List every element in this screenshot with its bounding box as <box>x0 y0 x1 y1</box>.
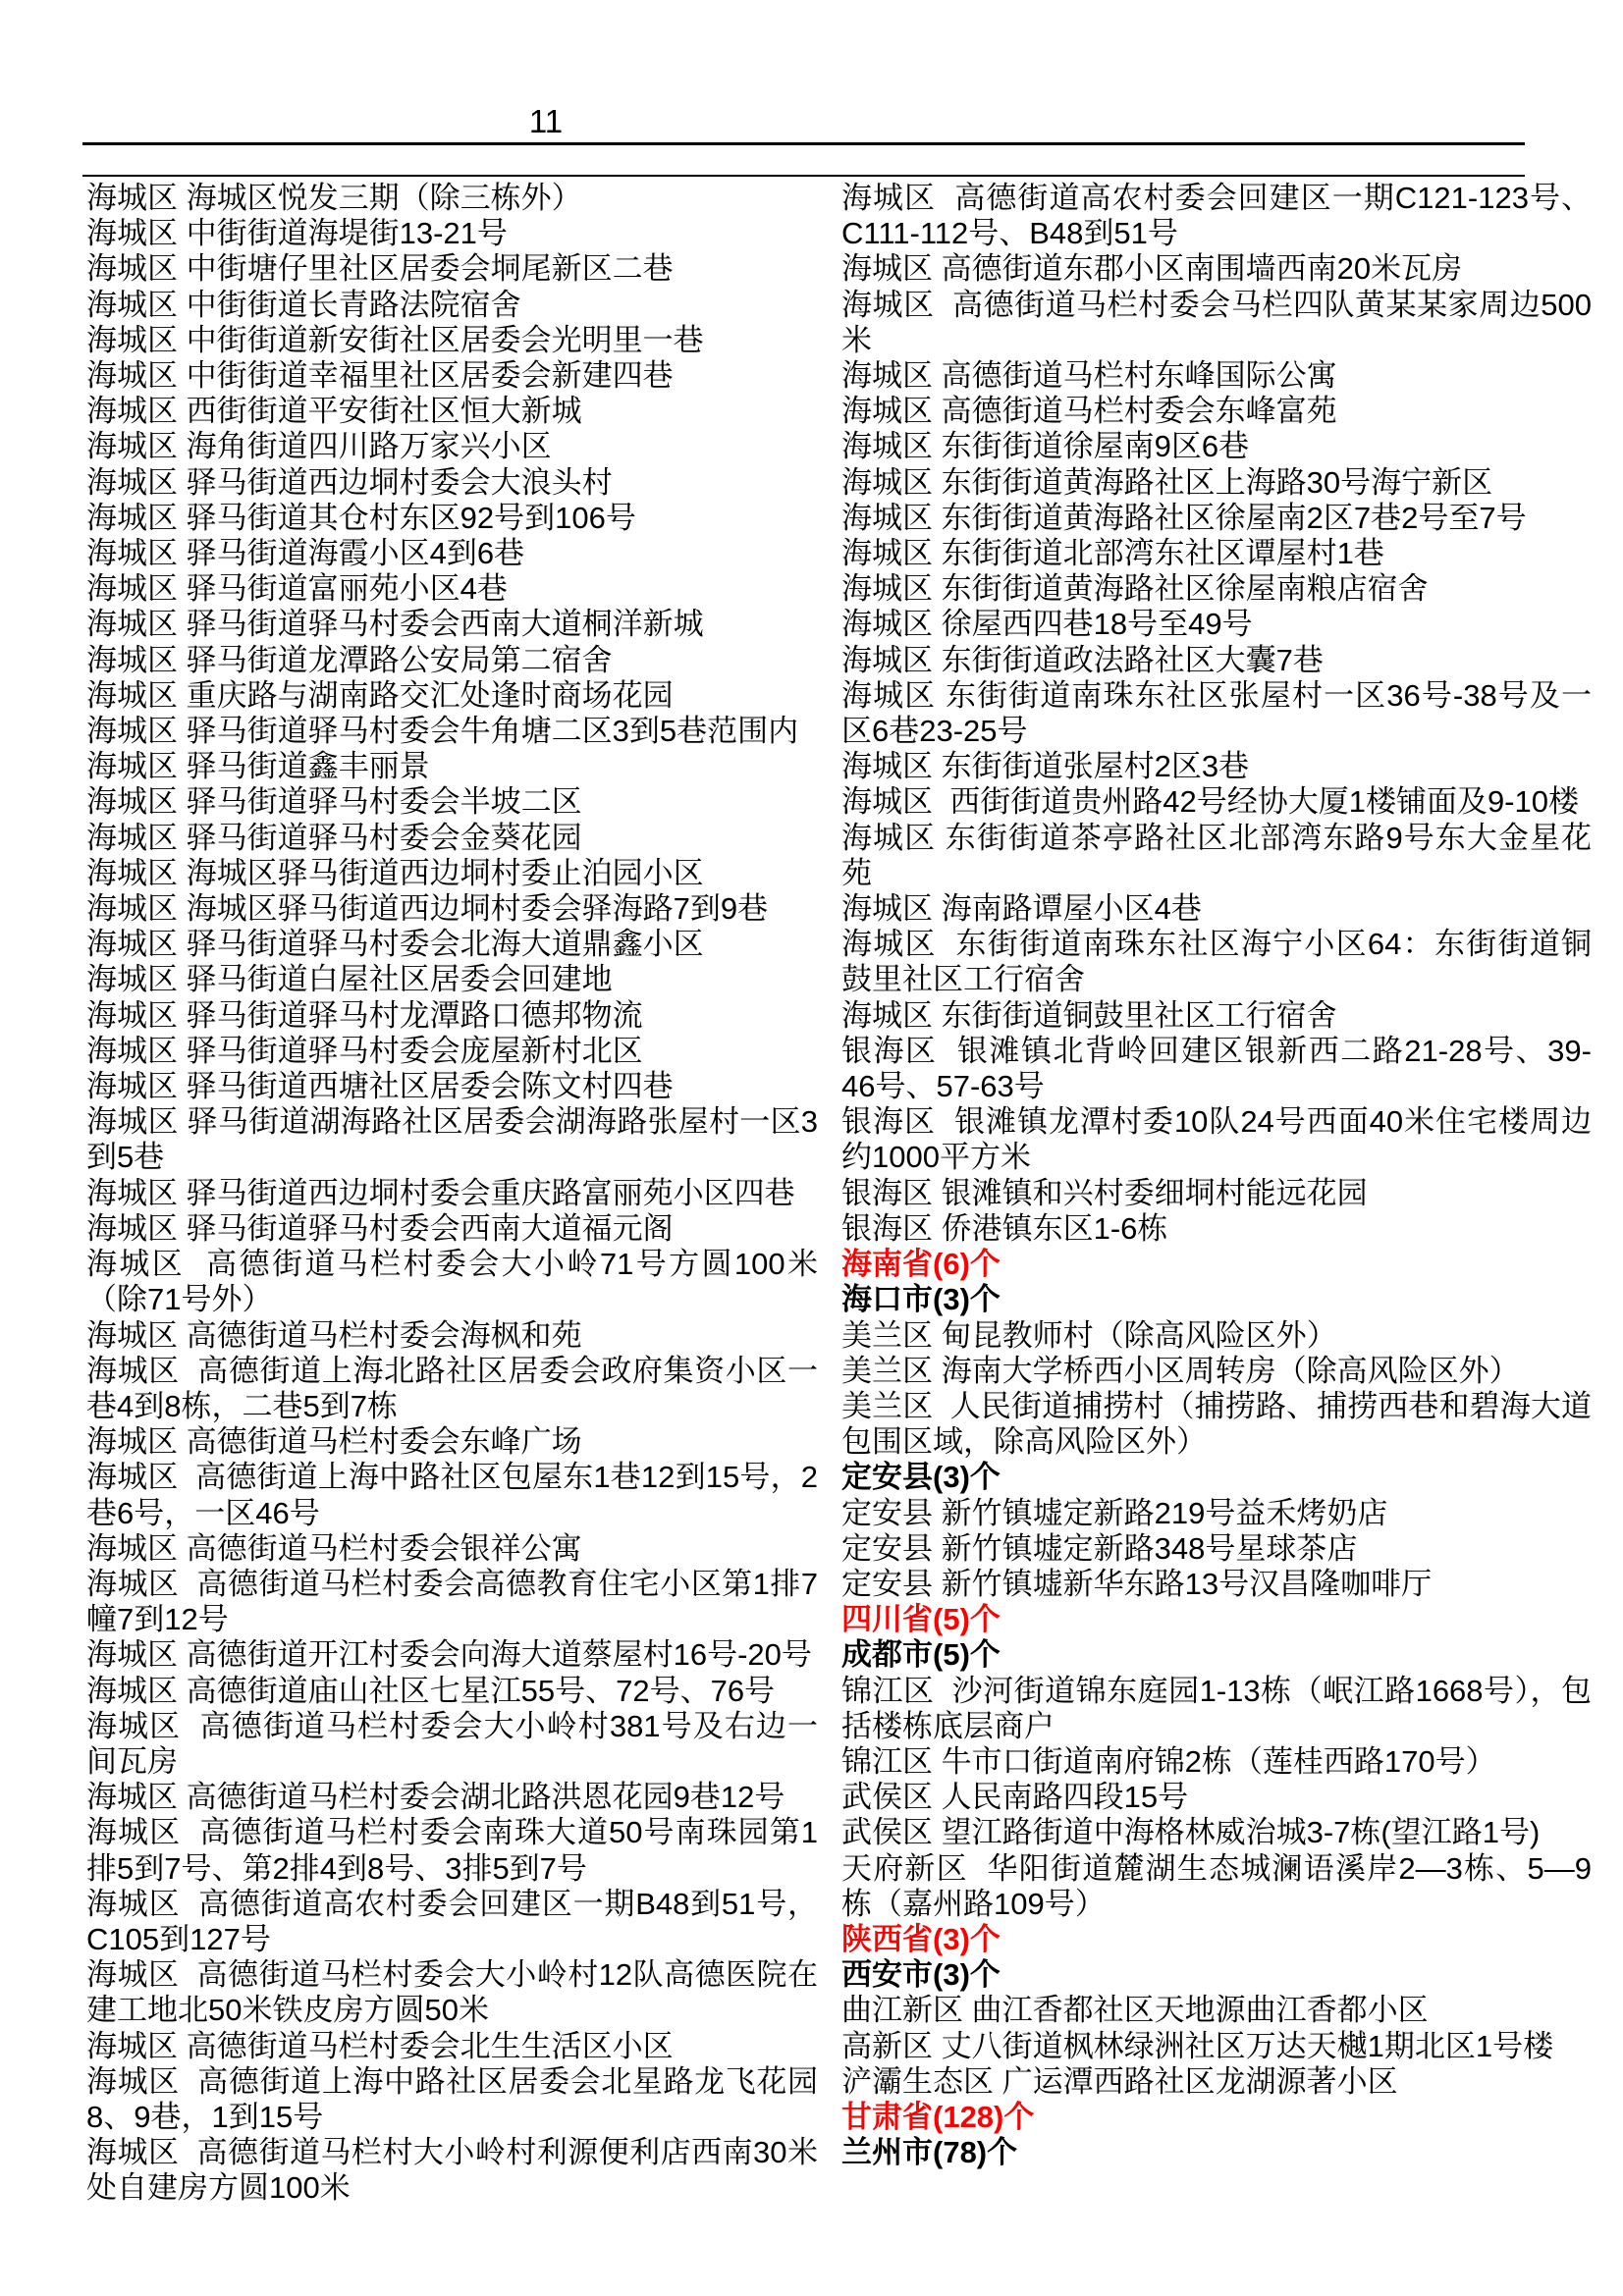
address-entry: 海城区 海城区驿马街道西边垌村委止泊园小区 <box>86 855 704 890</box>
address-entry: 定安县 新竹镇墟定新路219号益禾烤奶店 <box>841 1495 1388 1530</box>
address-entry: 海城区 高德街道马栏村大小岭村利源便利店西南30米处自建房方圆100米 <box>86 2135 818 2206</box>
city-header: 兰州市(78)个 <box>841 2135 1018 2170</box>
city-header: 海口市(3)个 <box>841 1282 1001 1317</box>
address-entry: 天府新区 华阳街道麓湖生态城澜语溪岸2—3栋、5—9栋（嘉州路109号） <box>841 1850 1592 1921</box>
address-entry: 海城区 高德街道开江村委会向海大道蔡屋村16号-20号 <box>86 1637 812 1673</box>
address-entry: 银海区 侨港镇东区1-6栋 <box>841 1210 1168 1246</box>
city-header: 成都市(5)个 <box>841 1637 1001 1673</box>
address-entry: 武侯区 望江路街道中海格林威治城3-7栋(望江路1号) <box>841 1815 1541 1850</box>
address-entry: 海城区 高德街道马栏村委会海枫和苑 <box>86 1317 582 1353</box>
address-entry: 海城区 中街街道长青路法院宿舍 <box>86 287 521 322</box>
address-entry: 海城区 驿马街道驿马村委会金葵花园 <box>86 820 582 855</box>
address-entry: 海城区 海角街道四川路万家兴小区 <box>86 429 552 464</box>
address-entry: 海城区 高德街道马栏村委会东峰富苑 <box>841 394 1337 429</box>
address-entry: 海城区 驿马街道驿马村委会西南大道桐洋新城 <box>86 607 704 642</box>
address-entry: 海城区 高德街道马栏村委会大小岭71号方圆100米（除71号外） <box>86 1247 818 1317</box>
header-rule-bottom <box>82 175 1525 177</box>
address-entry: 海城区 驿马街道富丽苑小区4巷 <box>86 571 508 607</box>
address-entry: 海城区 高德街道东郡小区南围墙西南20米瓦房 <box>841 251 1463 287</box>
address-entry: 海城区 驿马街道驿马村委会半坡二区 <box>86 784 582 820</box>
address-entry: 海城区 高德街道马栏村委会马栏四队黄某某家周边500米 <box>841 287 1592 357</box>
address-entry: 海城区 高德街道高农村委会回建区一期B48到51号，C105到127号 <box>86 1886 818 1956</box>
address-entry: 海城区 徐屋西四巷18号至49号 <box>841 607 1253 642</box>
page-number: 11 <box>528 103 564 139</box>
address-entry: 海城区 高德街道马栏村委会银祥公寓 <box>86 1530 582 1566</box>
address-entry: 海城区 驿马街道海霞小区4到6巷 <box>86 536 525 571</box>
address-entry: 海城区 驿马街道驿马村委会北海大道鼎鑫小区 <box>86 927 704 962</box>
address-entry: 海城区 驿马街道驿马村委会牛角塘二区3到5巷范围内 <box>86 714 799 749</box>
address-entry: 海城区 高德街道高农村委会回建区一期C121-123号、C111-112号、B48到51号 <box>841 181 1592 251</box>
address-entry: 海城区 高德街道马栏村委会湖北路洪恩花园9巷12号 <box>86 1780 785 1815</box>
address-entry: 海城区 高德街道马栏村委会大小岭村381号及右边一间瓦房 <box>86 1708 818 1779</box>
address-entry: 海城区 海城区驿马街道西边垌村委会驿海路7到9巷 <box>86 891 769 927</box>
address-entry: 海城区 驿马街道西塘社区居委会陈文村四巷 <box>86 1069 674 1104</box>
address-entry: 海城区 驿马街道西边垌村委会大浪头村 <box>86 464 613 500</box>
address-entry: 海城区 中街塘仔里社区居委会垌尾新区二巷 <box>86 251 674 287</box>
address-entry: 海城区 东街街道南珠东社区海宁小区64：东街街道铜鼓里社区工行宿舍 <box>841 927 1592 997</box>
address-entry: 海城区 东街街道黄海路社区上海路30号海宁新区 <box>841 464 1493 500</box>
address-entry: 海城区 西街街道平安街社区恒大新城 <box>86 394 582 429</box>
address-entry: 海城区 中街街道新安街社区居委会光明里一巷 <box>86 322 704 357</box>
address-entry: 海城区 驿马街道西边垌村委会重庆路富丽苑小区四巷 <box>86 1175 795 1210</box>
address-entry: 银海区 银滩镇北背岭回建区银新西二路21-28号、39-46号、57-63号 <box>841 1033 1592 1104</box>
address-entry: 海城区 海城区悦发三期（除三栋外） <box>86 181 582 215</box>
address-entry: 海城区 高德街道庙山社区七星江55号、72号、76号 <box>86 1673 776 1708</box>
address-entry: 海城区 驿马街道白屋社区居委会回建地 <box>86 962 613 997</box>
header-rule-top <box>82 142 1525 145</box>
address-entry: 定安县 新竹镇墟新华东路13号汉昌隆咖啡厅 <box>841 1566 1433 1601</box>
address-entry: 海城区 高德街道马栏村委会高德教育住宅小区第1排7幢7到12号 <box>86 1566 818 1637</box>
province-header: 四川省(5)个 <box>841 1602 1001 1637</box>
address-entry: 海城区 高德街道马栏村委会南珠大道50号南珠园第1排5到7号、第2排4到8号、3排5到7号 <box>86 1815 818 1886</box>
left-column <box>86 181 818 2207</box>
address-entry: 海城区 驿马街道龙潭路公安局第二宿舍 <box>86 642 613 677</box>
address-entry: 美兰区 甸昆教师村（除高风险区外） <box>841 1317 1337 1353</box>
right-column <box>841 181 1592 2170</box>
address-entry: 海城区 高德街道马栏村委会北生生活区小区 <box>86 2028 674 2063</box>
address-entry: 海城区 东街街道北部湾东社区谭屋村1巷 <box>841 536 1384 571</box>
city-header: 西安市(3)个 <box>841 1957 1001 1993</box>
address-entry: 海城区 驿马街道鑫丰丽景 <box>86 749 430 784</box>
address-entry: 海城区 海南路谭屋小区4巷 <box>841 891 1202 927</box>
address-entry: 海城区 东街街道铜鼓里社区工行宿舍 <box>841 997 1337 1033</box>
address-entry: 海城区 高德街道上海中路社区包屋东1巷12到15号，2巷6号，一区46号 <box>86 1460 818 1530</box>
city-header: 定安县(3)个 <box>841 1460 1001 1495</box>
address-entry: 海城区 高德街道马栏村委会大小岭村12队高德医院在建工地北50米铁皮房方圆50米 <box>86 1957 818 2028</box>
address-entry: 海城区 东街街道黄海路社区徐屋南2区7巷2号至7号 <box>841 500 1527 535</box>
address-entry: 美兰区 海南大学桥西小区周转房（除高风险区外） <box>841 1353 1520 1388</box>
address-entry: 美兰区 人民街道捕捞村（捕捞路、捕捞西巷和碧海大道包围区域，除高风险区外） <box>841 1388 1592 1460</box>
address-entry: 海城区 西街街道贵州路42号经协大厦1楼铺面及9-10楼 <box>841 784 1579 820</box>
address-entry: 海城区 驿马街道湖海路社区居委会湖海路张屋村一区3到5巷 <box>86 1104 818 1175</box>
address-entry: 海城区 驿马街道驿马村委会庞屋新村北区 <box>86 1033 643 1068</box>
address-entry: 银海区 银滩镇和兴村委细垌村能远花园 <box>841 1175 1368 1210</box>
address-entry: 海城区 高德街道上海中路社区居委会北星路龙飞花园8、9巷，1到15号 <box>86 2063 818 2134</box>
province-header: 海南省(6)个 <box>841 1247 1001 1282</box>
address-entry: 海城区 高德街道马栏村东峰国际公寓 <box>841 358 1337 394</box>
address-entry: 海城区 高德街道马栏村委会东峰广场 <box>86 1424 582 1460</box>
address-entry: 海城区 驿马街道其仓村东区92号到106号 <box>86 500 636 535</box>
address-entry: 海城区 东街街道茶亭路社区北部湾东路9号东大金星花苑 <box>841 820 1592 890</box>
address-entry: 海城区 东街街道南珠东社区张屋村一区36号-38号及一区6巷23-25号 <box>841 677 1592 749</box>
address-entry: 海城区 驿马街道驿马村委会西南大道福元阁 <box>86 1210 674 1246</box>
address-entry: 锦江区 沙河街道锦东庭园1-13栋（岷江路1668号），包括楼栋底层商户 <box>841 1673 1592 1743</box>
address-entry: 定安县 新竹镇墟定新路348号星球茶店 <box>841 1530 1358 1566</box>
address-entry: 武侯区 人民南路四段15号 <box>841 1780 1189 1815</box>
address-entry: 海城区 中街街道幸福里社区居委会新建四巷 <box>86 358 674 394</box>
address-entry: 高新区 丈八街道枫林绿洲社区万达天樾1期北区1号楼 <box>841 2028 1554 2063</box>
address-entry: 海城区 东街街道徐屋南9区6巷 <box>841 429 1250 464</box>
address-entry: 海城区 东街街道黄海路社区徐屋南粮店宿舍 <box>841 571 1429 607</box>
address-entry: 海城区 高德街道上海北路社区居委会政府集资小区一巷4到8栋，二巷5到7栋 <box>86 1353 818 1423</box>
address-entry: 海城区 重庆路与湖南路交汇处逢时商场花园 <box>86 677 674 713</box>
address-entry: 锦江区 牛市口街道南府锦2栋（莲桂西路170号） <box>841 1743 1496 1779</box>
address-entry: 海城区 中街街道海堤街13-21号 <box>86 216 508 251</box>
address-entry: 海城区 东街街道政法路社区大囊7巷 <box>841 642 1324 677</box>
address-entry: 银海区 银滩镇龙潭村委10队24号西面40米住宅楼周边约1000平方米 <box>841 1104 1592 1175</box>
province-header: 陕西省(3)个 <box>841 1921 1001 1956</box>
address-entry: 海城区 东街街道张屋村2区3巷 <box>841 749 1250 784</box>
address-entry: 海城区 驿马街道驿马村龙潭路口德邦物流 <box>86 997 643 1033</box>
province-header: 甘肃省(128)个 <box>841 2099 1035 2134</box>
address-entry: 曲江新区 曲江香都社区天地源曲江香都小区 <box>841 1993 1429 2028</box>
address-entry: 浐灞生态区 广运潭西路社区龙湖源著小区 <box>841 2063 1398 2099</box>
